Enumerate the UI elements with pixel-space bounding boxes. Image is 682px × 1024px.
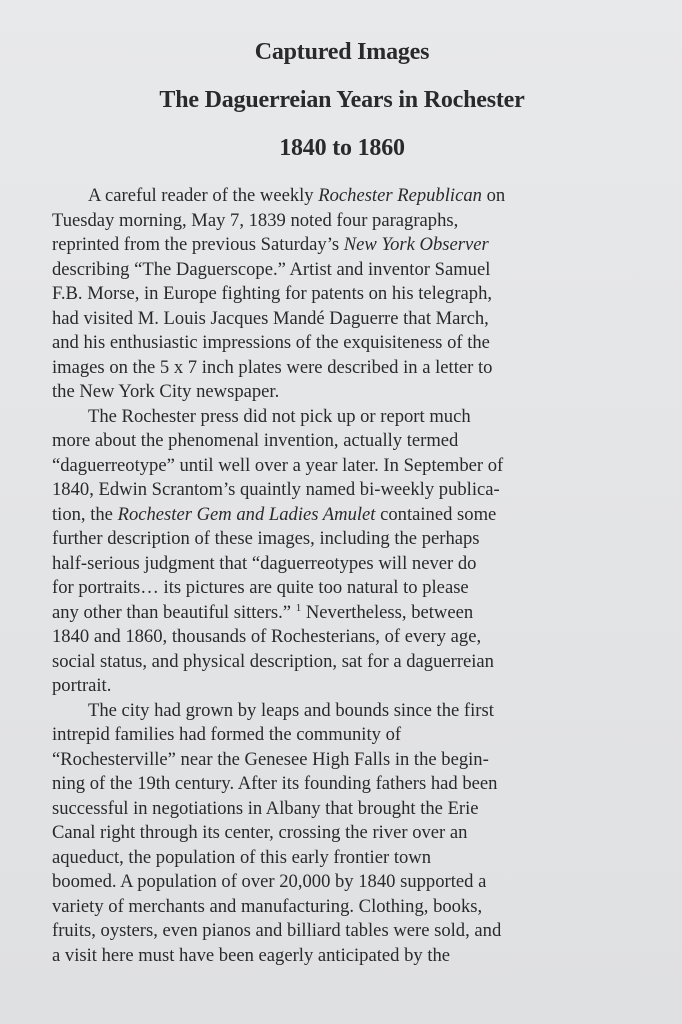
text-line: images on the 5 x 7 inch plates were described in a letter to	[52, 356, 493, 378]
text-line: had visited M. Louis Jacques Mandé Daguerre that March,	[52, 307, 489, 329]
publication-title: Rochester Gem and Ladies Amulet	[117, 503, 376, 525]
text-line: 1840, Edwin Scrantom’s quaintly named bi-weekly publica-	[52, 479, 500, 500]
text-line: reprinted from the previous Saturday’s New York Observer	[52, 234, 489, 255]
text-line: fruits, oysters, even pianos and billiard tables were sold, and	[52, 920, 502, 941]
text-line: Canal right through its center, crossing the river over an	[52, 822, 468, 843]
text-line: The Rochester press did not pick up or report much	[88, 405, 471, 427]
text-line: portrait.	[52, 675, 112, 696]
paragraph	[52, 184, 632, 405]
text-line: “Rochesterville” near the Genesee High Falls in the begin-	[52, 748, 489, 770]
publication-title: New York Observer	[343, 234, 489, 255]
footnote-marker: 1	[295, 601, 302, 614]
text-line: “daguerreotype” until well over a year later. In September of	[52, 454, 504, 476]
title-line-2: The Daguerreian Years in Rochester	[159, 87, 525, 113]
text-line: A careful reader of the weekly Rochester Republican on	[88, 185, 506, 206]
text-line: 1840 and 1860, thousands of Rochesterians, of every age,	[52, 626, 482, 647]
text-line: tion, the Rochester Gem and Ladies Amulet contained some	[52, 503, 497, 525]
text-line: F.B. Morse, in Europe fighting for patents on his telegraph,	[52, 283, 493, 304]
text-line: successful in negotiations in Albany that brought the Erie	[52, 797, 479, 819]
body-text	[52, 184, 632, 968]
publication-title: Rochester Republican	[318, 185, 482, 206]
paragraph	[52, 699, 632, 969]
text-line: any other than beautiful sitters.” $^1$ Nevertheless, between	[52, 601, 474, 623]
text-line: the New York City newspaper.	[52, 381, 280, 402]
text-line: variety of merchants and manufacturing. Clothing, books,	[52, 895, 483, 917]
text-line: more about the phenomenal invention, actually termed	[52, 430, 459, 451]
text-line: intrepid families had formed the community of	[52, 724, 402, 745]
document-sheet	[52, 28, 632, 968]
text-line: ning of the 19th century. After its founding fathers had been	[52, 773, 498, 794]
text-line: further description of these images, including the perhaps	[52, 528, 480, 549]
text-line: The city had grown by leaps and bounds since the first	[88, 699, 494, 721]
text-line: social status, and physical description, sat for a daguerreian	[52, 650, 494, 672]
text-line: and his enthusiastic impressions of the exquisiteness of the	[52, 332, 490, 353]
text-line: a visit here must have been eagerly anticipated by the	[52, 944, 451, 966]
text-line: describing “The Daguerscope.” Artist and inventor Samuel	[52, 258, 491, 280]
title-line-3: 1840 to 1860	[279, 135, 405, 161]
text-line: boomed. A population of over 20,000 by 1840 supported a	[52, 871, 487, 892]
text-line: half-serious judgment that “daguerreotypes will never do	[52, 552, 477, 574]
text-line: Tuesday morning, May 7, 1839 noted four paragraphs,	[52, 209, 459, 231]
paragraph	[52, 405, 632, 699]
text-line: for portraits… its pictures are quite too natural to please	[52, 577, 469, 598]
title-line-1: Captured Images	[254, 39, 430, 65]
text-line: aqueduct, the population of this early frontier town	[52, 846, 432, 868]
